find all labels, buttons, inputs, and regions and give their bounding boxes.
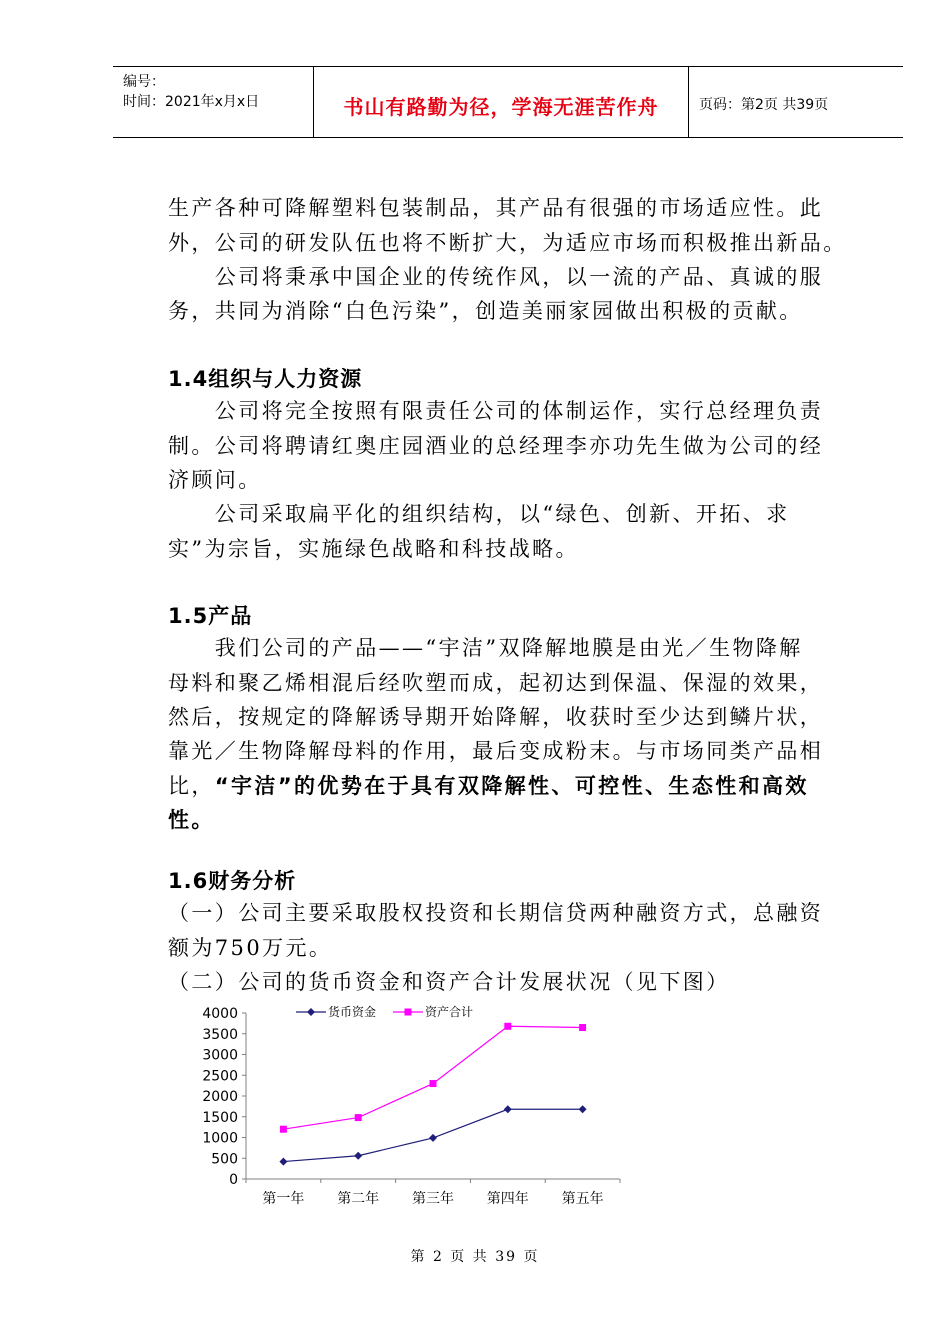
highlight-text: “宇洁”的优势在于具有双降解性、可控性、生态性和高效 (214, 774, 809, 798)
paragraph-line: 济顾问。 (168, 468, 262, 492)
y-tick-label: 3500 (202, 1026, 238, 1043)
paragraph-line: （一）公司主要采取股权投资和长期信贷两种融资方式，总融资 (168, 901, 824, 925)
section-heading-1-6: 1.6财务分析 (168, 869, 297, 893)
paragraph-line: 务，共同为消除“白色污染”，创造美丽家园做出积极的贡献。 (168, 299, 803, 323)
paragraph-line: 我们公司的产品——“宇洁”双降解地膜是由光／生物降解 (168, 636, 803, 660)
data-point (429, 1134, 437, 1142)
header-page-info: 页码：第2页 共39页 (699, 97, 829, 113)
paragraph-line (168, 803, 858, 838)
paragraph-line: 母料和聚乙烯相混后经吹塑而成，起初达到保温、保湿的效果， (168, 671, 824, 695)
legend-marker (307, 1008, 315, 1016)
paragraph-line: 靠光／生物降解母料的作用，最后变成粉末。与市场同类产品相 (168, 739, 824, 763)
data-point (579, 1105, 587, 1113)
x-tick-label: 第四年 (486, 1191, 529, 1207)
paragraph-line: 公司采取扁平化的组织结构，以“绿色、创新、开拓、求 (168, 502, 790, 526)
paragraph-line: 然后，按规定的降解诱导期开始降解，收获时至少达到鳞片状， (168, 705, 824, 729)
data-point (504, 1105, 512, 1113)
x-tick-label: 第五年 (561, 1191, 604, 1207)
header-motto-cell (314, 67, 689, 137)
y-tick-label: 2000 (202, 1089, 238, 1105)
header-motto: 书山有路勤为径，学海无涯苦作舟 (343, 95, 659, 119)
paragraph-line: 公司将秉承中国企业的传统作风，以一流的产品、真诚的服 (168, 265, 824, 289)
page-footer: 第 2 页 共 39 页 (410, 1249, 540, 1265)
paragraph-line: 额为750万元。 (168, 936, 333, 960)
data-point (579, 1024, 586, 1031)
series-line-2 (283, 1026, 582, 1129)
section-heading-1-5: 1.5产品 (168, 604, 253, 628)
legend-label: 资产合计 (425, 1005, 474, 1019)
y-tick-label: 0 (229, 1172, 238, 1188)
legend-marker (405, 1009, 412, 1016)
x-tick-label: 第三年 (412, 1191, 454, 1207)
paragraph-line: 生产各种可降解塑料包装制品，其产品有很强的市场适应性。此 (168, 196, 824, 220)
page-header (113, 66, 903, 138)
highlight-text: 性。 (168, 808, 215, 832)
header-meta-cell (113, 67, 314, 137)
data-point (280, 1126, 287, 1133)
paragraph-line: 制。公司将聘请红奥庄园酒业的总经理李亦功先生做为公司的经 (168, 434, 824, 458)
funds-assets-line-chart (168, 1000, 628, 1220)
data-point (354, 1152, 362, 1160)
paragraph-line: 外，公司的研发队伍也将不断扩大，为适应市场而积极推出新品。 (168, 231, 847, 255)
y-tick-label: 1000 (202, 1130, 238, 1147)
paragraph-line (168, 769, 858, 804)
y-tick-label: 1500 (202, 1109, 238, 1126)
doc-code-label: 编号： (123, 74, 165, 90)
section-heading-1-4: 1.4组织与人力资源 (168, 367, 363, 391)
paragraph-text: 比， (168, 774, 215, 798)
paragraph-line: 实”为宗旨，实施绿色战略和科技战略。 (168, 537, 579, 561)
data-point (504, 1023, 511, 1030)
y-tick-label: 4000 (202, 1006, 238, 1022)
y-tick-label: 2500 (202, 1068, 238, 1085)
y-tick-label: 500 (211, 1151, 238, 1168)
paragraph-line: （二）公司的货币资金和资产合计发展状况（见下图） (168, 970, 730, 994)
doc-time-label: 时间：2021年x月x日 (123, 94, 260, 110)
paragraph-line: 公司将完全按照有限责任公司的体制运作，实行总经理负责 (168, 399, 824, 423)
data-point (430, 1080, 437, 1087)
legend-label: 货币资金 (328, 1005, 377, 1019)
y-tick-label: 3000 (202, 1047, 238, 1064)
x-tick-label: 第二年 (337, 1191, 380, 1207)
data-point (279, 1158, 287, 1166)
x-tick-label: 第一年 (262, 1191, 305, 1207)
data-point (355, 1114, 362, 1121)
header-page-cell (689, 67, 903, 137)
